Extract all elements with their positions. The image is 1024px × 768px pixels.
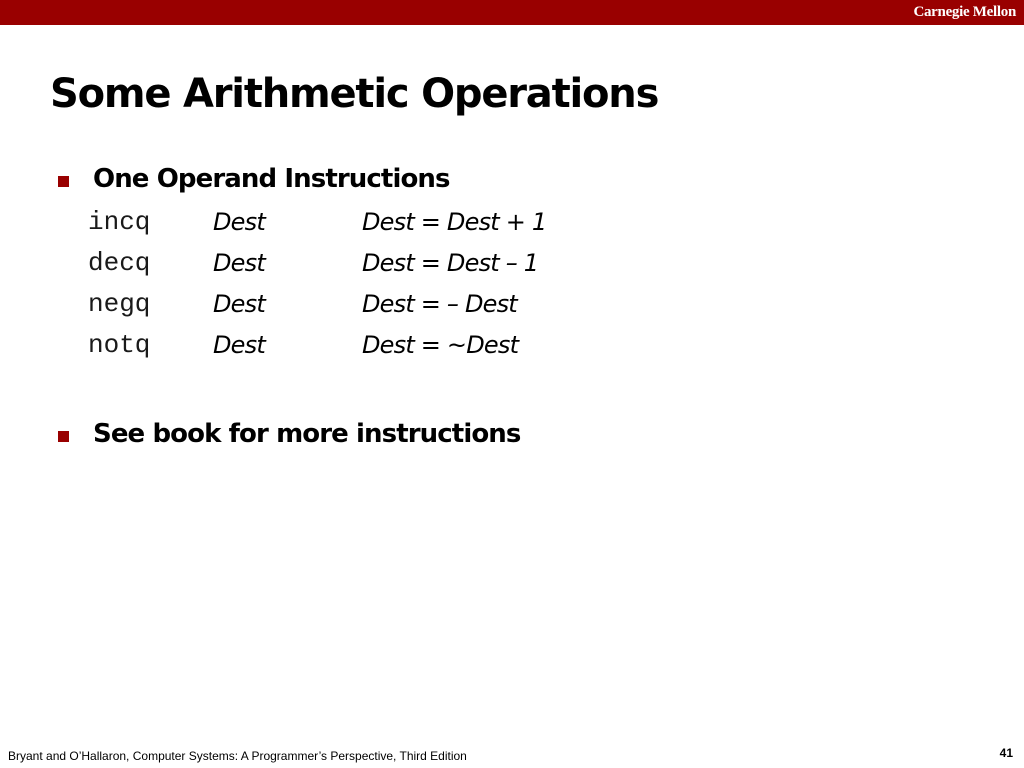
instruction-mnemonic: negq — [88, 289, 151, 319]
instruction-operand: Dest — [213, 331, 265, 359]
instruction-row — [0, 207, 700, 237]
top-banner — [0, 0, 1024, 25]
footer-citation: Bryant and O’Hallaron, Computer Systems: A Programmer’s Perspective, Third Edition — [8, 749, 467, 763]
instruction-row — [0, 330, 700, 360]
section-heading-one-operand: One Operand Instructions — [93, 164, 450, 194]
instruction-effect: Dest = Dest + 1 — [362, 208, 547, 236]
instruction-mnemonic: notq — [88, 330, 151, 360]
bullet-square-icon — [58, 176, 69, 187]
instruction-effect: Dest = ~Dest — [362, 331, 519, 359]
section-heading-see-book: See book for more instructions — [93, 419, 521, 449]
brand-logo-text: Carnegie Mellon — [913, 4, 1016, 20]
instruction-operand: Dest — [213, 249, 265, 277]
bullet-square-icon — [58, 431, 69, 442]
instruction-operand: Dest — [213, 208, 265, 236]
instruction-operand: Dest — [213, 290, 265, 318]
instruction-mnemonic: decq — [88, 248, 151, 278]
instruction-effect: Dest = – Dest — [362, 290, 517, 318]
instruction-row — [0, 289, 700, 319]
instruction-effect: Dest = Dest – 1 — [362, 249, 539, 277]
instruction-row — [0, 248, 700, 278]
page-number: 41 — [999, 746, 1013, 760]
instruction-mnemonic: incq — [88, 207, 151, 237]
slide-title: Some Arithmetic Operations — [50, 71, 659, 117]
